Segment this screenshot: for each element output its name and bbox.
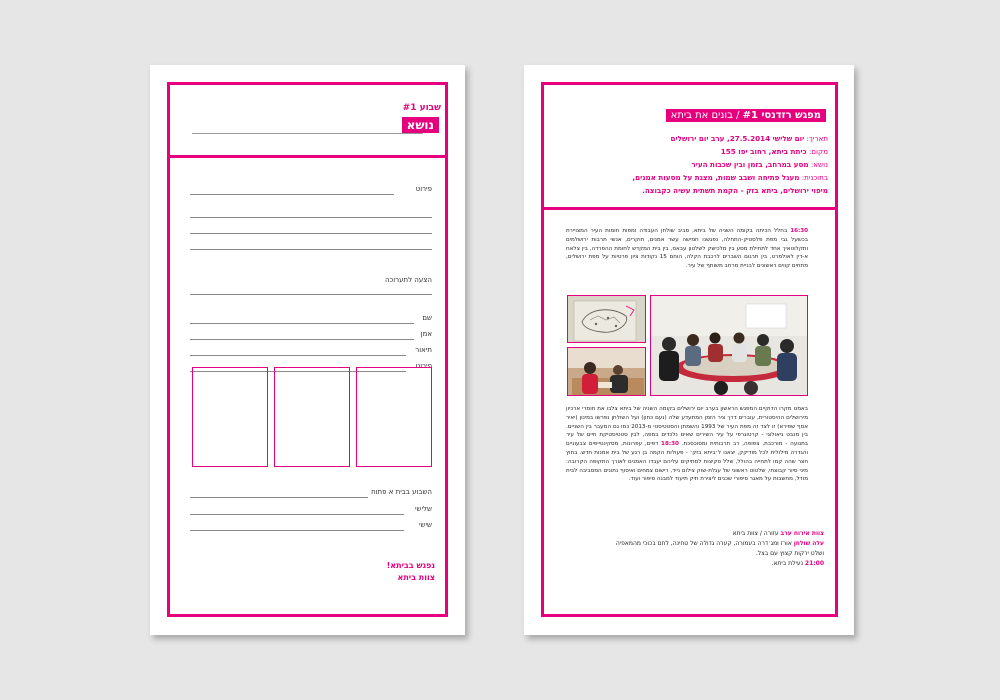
form-field-label: שלישי: [414, 505, 432, 513]
meta-label: תאריך:: [804, 134, 828, 143]
form-field-label: תיאור: [415, 346, 432, 354]
workshop-photo-small: [567, 347, 646, 396]
form-field-label: השבוע בבית א פתוח: [371, 488, 432, 496]
form-row-exhibition-proposal: [190, 276, 432, 288]
sign-off-team: צוות ביתא: [397, 573, 435, 582]
form-field-line: [190, 497, 368, 498]
blank-line[interactable]: [190, 294, 432, 295]
time-stamp: 21:00: [804, 560, 824, 567]
meta-label: מקום:: [806, 147, 828, 156]
workshop-image-large: [651, 296, 808, 396]
time-stamp: 18:30: [661, 441, 679, 448]
form-row-artist[interactable]: [190, 330, 432, 342]
form-field-label: שישי: [418, 521, 432, 529]
closing-line: [772, 560, 824, 567]
blank-line[interactable]: [190, 217, 432, 218]
time-stamp: 16:30: [790, 228, 808, 234]
header-divider: [541, 207, 838, 210]
image-placeholder[interactable]: [192, 367, 268, 467]
sign-off-line: נפגש בביתא!: [386, 561, 435, 570]
form-row-week-open[interactable]: [190, 488, 432, 500]
paragraph-opening: [566, 227, 808, 271]
form-field-label: שם: [422, 314, 432, 322]
image-placeholder[interactable]: [356, 367, 432, 467]
paragraph-meeting: [566, 405, 808, 484]
food-line: [616, 540, 824, 547]
hosting-text: עזורה / צוות ביתא: [732, 530, 781, 537]
meta-program: [632, 173, 828, 182]
food-text: ושלט ירקות קצוץ עם בצל.: [755, 550, 824, 557]
meta-place: [721, 147, 828, 156]
paragraph-text: דפים, עפרונות, מסקינטייפים צבעוניים והגדרה מילולית לכל מודיקק, יצאנו ל׳ביתא בזק׳ - פעולות הקמה בן רגע של בית אמנות חדש. בחוץ חצר שהה קמו לתחייה בהולל, שלל סקיצות למתיקים עליהם יעבדו האמנים לאורך התקופה הקרובה: מיני סיור קבוצתי, שלטוט ראשוני של עגלת-שוק צילום נייד, רישום צמחים ואיסוף נתונים המסביבה לבית מודל, מחשבות על מאגר סיפורי שכנים ליצירת תיק תיעוד למבנה סיפור ועוד.: [566, 441, 808, 483]
meeting-title: [666, 109, 826, 122]
header-divider: [167, 155, 448, 158]
food-label: עלה שולחן: [793, 540, 824, 547]
form-row-name[interactable]: [190, 314, 432, 326]
meta-date: [671, 134, 828, 143]
meta-value: מיפוי ירושלים, ביתא בזק - הקמת תשתית עשיה כקבוצה.: [642, 186, 828, 195]
meta-program-cont: [642, 186, 828, 195]
topic-underline: [192, 133, 423, 134]
closing-text: נעילת ביתא.: [771, 560, 805, 567]
blank-line[interactable]: [190, 249, 432, 250]
meta-value: כיתת ביתא, רחוב יפו 155: [720, 147, 807, 156]
form-row-friday[interactable]: [190, 521, 432, 533]
paragraph-text: באמנו מקרו הדוקיים המפגש הראשון בערב יום ירושלים בקומה השניה של ביתא צלבו את חומרי ארכיון מירושלים ההיסטורית, עוברים דרך ציר הזמן המתעדע שלה (נעם כחון) ועל השולחן נפרשו במינון (יאיר אסף שפירא) זו לצד זה מפת העיר של 1993 והשמתן והסטטיסטי מ-2013 כמו גם המעבר בין השניים. בין מנבט גיאולוגי - קרטוגרפי על עיר השירים שאים נלכדים במפה, לבין סטטיסטיקת חיים של עיר בתנועה - מורכבת, צפופה, רב תרבותית ומסוכסכת.: [566, 406, 809, 448]
meeting-title-rest: / בונים את ביתא: [670, 110, 743, 121]
form-field-label: פירוט: [415, 185, 432, 193]
blank-line[interactable]: [190, 233, 432, 234]
form-field-line: [190, 530, 404, 531]
workshop-image-small: [568, 348, 646, 396]
hosting-label: צוות אירוח ערב: [780, 530, 824, 537]
food-text: אורז ומג׳דרה בעמורה, קערה גדולה של טחינה, לחם בכוכי מהמאפיה: [615, 540, 794, 547]
food-line-cont: [756, 550, 824, 557]
form-field-label: פירוט: [415, 362, 432, 370]
map-sketch-image: [568, 296, 646, 343]
meta-label: נושא:: [808, 160, 828, 169]
form-field-line: [190, 514, 404, 515]
meta-label: בתוכנית:: [799, 173, 828, 182]
topic-title: נושא: [402, 117, 439, 133]
form-field-line: [190, 339, 414, 340]
meta-value: מסע במרחב, בזמן ובין שכבות העיר: [691, 160, 809, 169]
form-field-line: [190, 323, 414, 324]
left-form-sheet: [150, 65, 465, 635]
form-field-label: הצעה לתערוכה: [384, 276, 432, 284]
paragraph-text: בחלל הכיתה בקומה השניה של ביתא, סביב שולחן העבודה ומפות חומות העיר המצויירת בכשעל גבי מפת פלסטיק-התחלה, נפגשנו חמישה עשר אמנים, חוקרים, אנשי תרבות ירושלמים ותקלוטאיך אחד לתחילת מסע בין מלכישק לשלטון עבאס, בין בית המקדש לחומת ההפרדה, בין צלאח א-דין לאולמרט, בין תרגום השברים לרכבת הקלה, הוחם 15 נקודות ציון פרטיות על מפת ירושלים, מתחים קווים ראשונים לבניית מרחב משותף של עיר.: [566, 228, 809, 270]
form-field-label: אמן: [420, 330, 432, 338]
meta-value: מעגל פתיחה ושבב שמות, מצגת על מסעות אמנים,: [632, 173, 800, 182]
meta-value: יום שלישי 27.5.2014, ערב יום ירושלים: [670, 134, 805, 143]
meeting-title-bold: מפגש רזדנסי #1: [742, 110, 821, 121]
image-placeholder[interactable]: [274, 367, 350, 467]
workshop-photo-large: [650, 295, 808, 396]
form-row-details[interactable]: [190, 185, 432, 197]
week-label: שבוע #1: [402, 103, 441, 113]
form-row-description[interactable]: [190, 346, 432, 358]
hosting-team: [733, 530, 824, 537]
map-sketch-photo: [567, 295, 646, 343]
right-meeting-sheet: [524, 65, 854, 635]
form-field-line: [190, 355, 406, 356]
form-field-line: [190, 194, 394, 195]
form-row-tuesday[interactable]: [190, 505, 432, 517]
meta-topic: [691, 160, 828, 169]
